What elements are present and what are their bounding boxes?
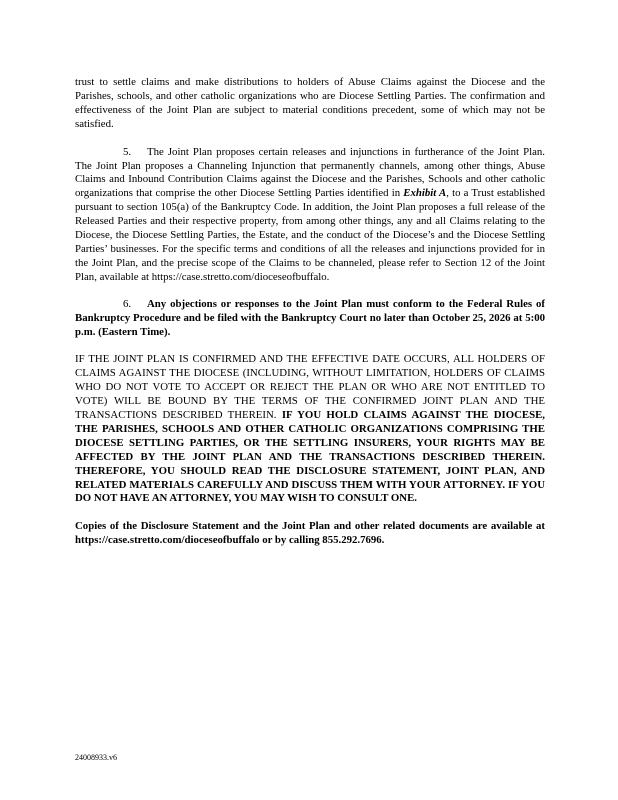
paragraph-notice [75,353,545,506]
exhibit-a-reference: Exhibit A [403,187,447,200]
paragraph-6 [75,298,545,340]
notice-bold-text: IF YOU HOLD CLAIMS AGAINST THE DIOCESE, THE PARISHES, SCHOOLS AND OTHER CATHOLIC ORGANIZATIONS COMPRISING THE DIOCESE SETTLING PARTIES, OR THE SETTLING INSURERS, YOUR RIGHTS MAY BE AFFECTED BY THE JOINT PLAN AND THE TRANSACTIONS DESCRIBED THEREIN. THEREFORE, YOU SHOULD READ THE DISCLOSURE STATEMENT, JOINT PLAN, AND RELATED MATERIALS CAREFULLY AND DISCUSS THEM WITH YOUR ATTORNEY. IF YOU DO NOT HAVE AN ATTORNEY, YOU MAY WISH TO CONSULT ONE. [75,409,546,505]
notice-regular-text: IF THE JOINT PLAN IS CONFIRMED AND THE EFFECTIVE DATE OCCURS, ALL HOLDERS OF CLAIMS AGAINST THE DIOCESE (INCLUDING, WITHOUT LIMITATION, HOLDERS OF CLAIMS WHO DO NOT VOTE TO ACCEPT OR REJECT THE PLAN OR WHO ARE NOT ENTITLED TO VOTE) WILL BE BOUND BY THE TERMS OF THE CONFIRMED JOINT PLAN AND THE TRANSACTIONS DESCRIBED THEREIN. [75,353,545,422]
paragraph-copies [75,520,545,548]
paragraph-5-text-a: The Joint Plan proposes certain releases and injunctions in furtherance of the Joint Plan. The Joint Plan proposes a Channeling Injunction that permanently channels, among other things, Abuse Claims and Inbound Contribution Claims against the Diocese and the Parishes, Schools and other catholic organizations that comprise the other Diocese Settling Parties identified in [75,145,545,200]
footer-doc-id: 24008933.v6 [75,753,117,762]
paragraph-6-number: 6. [123,297,132,310]
paragraph-continuation: trust to settle claims and make distributions to holders of Abuse Claims against the Diocese and the Parishes, schools, and other catholic organizations who are Diocese Settling Parties. The confirmation and effectiveness of the Joint Plan are subject to material conditions precedent, some of which may not be satisfied. [75,76,545,130]
paragraph-5-text-b: , to a Trust established pursuant to section 105(a) of the Bankruptcy Code. In addition, the Joint Plan proposes a full release of the Released Parties and their respective property, from among other things, any and all Claims relating to the Diocese, the Diocese Settling Parties, the Estate, and the conduct of the Diocese’s and the Diocese Settling Parties’ businesses. For the specific terms and conditions of all the releases and injunctions provided for in the Joint Plan, and the precise scope of the Claims to be channeled, please refer to Section 12 of the Joint Plan, available at https://case.stretto.com/dioceseofbuffalo. [75,187,545,283]
copies-text: Copies of the Disclosure Statement and the Joint Plan and other related documents are available at https://case.stretto.com/dioceseofbuffalo or by calling 855.292.7696. [75,520,545,547]
paragraph-5 [75,146,545,285]
paragraph-5-number: 5. [123,145,132,158]
document-page [75,76,545,548]
paragraph-6-text: Any objections or responses to the Joint Plan must conform to the Federal Rules of Bankruptcy Procedure and be filed with the Bankruptcy Court no later than October 25, 2026 at 5:00 p.m. (Eastern Time). [75,297,545,338]
